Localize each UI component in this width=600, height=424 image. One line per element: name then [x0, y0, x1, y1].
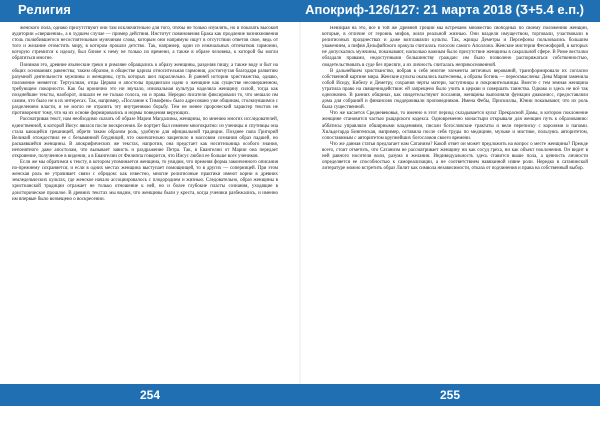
- right-page-text: [322, 26, 588, 382]
- section-title: Религия: [18, 2, 71, 17]
- paragraph: Рассматривая текст, нам необходимо сказать об образе Марии Магдалины, женщины, по мнению многих исследователей, единственной, к которой Иисус явился после воскресения. Ее портрет был изменен многократно: из ученицы и спутницы она стала кающейся грешницей, обретя таким образом роль, удобную для официальной традиции. Позднее папа Григорий Великий отождествил ее с безымянной блудницей, что окончательно закрепило в массовом сознании образ падшей, но раскаявшейся женщины. В апокрифических же текстах, напротив, она предстает как носительница особого знания, непонятного даже апостолам, что вызывает зависть и раздражение Петра. Так, в Евангелии от Марии она передает откровение, полученное в видении, а в Евангелии от Филиппа говорится, что Иисус любил ее больше всех учеников.: [12, 117, 278, 159]
- paragraph: Невзирая на это, всё в той же Древней Греции мы встречаем множество свободных по своему положению женщин, которые, в отличие от героинь мифов, жили реальной жизнью. Они владели имуществом, торговали, участвовали в религиозных празднествах и даже возглавляли культы. Так, жрицы Деметры и Персефоны пользовались большим уважением, а пифия Дельфийского оракула считалась голосом самого Аполлона. Женские мистерии Фесмофорий, в которых не допускались мужчины, показывают, насколько важным было присутствие женщины в сакральной сфере. В Риме весталки обладали правами, недоступными большинству граждан: им было позволено распоряжаться собственностью, свидетельствовать в суде без присяги, а их личность считалась неприкосновенной.: [322, 26, 588, 68]
- issue-title: Апокриф-126/127: 21 марта 2018 (Ӡ+5.4 е.п.): [305, 2, 584, 17]
- paragraph: В дальнейшем христианство, вобрав в себя многие элементы античных верований, трансформировало их согласно собственной картине мира. Женские культы оказались вытеснены, а образы богинь — переосмыслены: Дева Мария заменила собой Исиду, Кибелу и Деметру, сохранив черты матери, заступницы и покровительницы. Вместе с тем земная женщина утратила право на священнодействие: ей запрещено было учить в церкви и совершать таинства. Однако и здесь не всё так однозначно. В ранних общинах, как свидетельствуют послания, женщины выполняли функции диаконисс, предоставляли дома для собраний и финансово поддерживали проповедников. Имена Фебы, Прискиллы, Юнии показывают, что их роль была существенной.: [322, 68, 588, 111]
- left-page-number-bar: [0, 384, 300, 406]
- right-page-number: 255: [439, 388, 461, 402]
- paragraph: Понимая это, древние языческие греки и римляне обращались к образу женщины, разделяя пищу, а также воду и быт на общих основаниях равенства; таким образом, в обществе царила относительная гармония, достигнутая благодаря развитию разумной деятельности мужчины и женщины, путь которых шел параллельно. В ранней истории христианства, однако, положение меняется: Тертуллиан, отцы Церкви и апостолы продвигали идею о женщине как существе несовершенном, требующем покорности. Как бы иронично это ни звучало, изначальная культура наделяла женщину силой, тогда как позднейшие тексты, наоборот, лишали ее не только голоса, но и права. Нередко писатели фиксировали то, что мешало им самим, что было не в их интересах. Так, например, «Послание к Тимофею» было адресовано уже общинам, столкнувшимся с разделением власти, и не могло не отразить эту внутреннюю борьбу. Тем не менее пророческий характер текстов не противоречит тому, что на их основе формировались и нормы поведения верующих.: [12, 62, 278, 117]
- left-page-number: 254: [139, 388, 161, 402]
- right-page-number-bar: [300, 384, 600, 406]
- paragraph: Что же касается Средневековья, то именно в этот период складывается культ Прекрасной Дамы, в котором поклонение женщине становится частью рыцарского кодекса. Одновременно монастыри открывали для женщин путь к образованию: аббатисы управляли обширными владениями, писали богословские трактаты и вели переписку с королями и папами. Хильдегарда Бингенская, например, оставила после себя труды по медицине, музыке и мистике, пользуясь авторитетом, сопоставимым с авторитетом крупнейших богословов своего времени.: [322, 111, 588, 141]
- paragraph: Что же данная статья предлагает нам Сатанизм? Какой ответ он может предложить на вопрос о месте женщины? Прежде всего, стоит отметить, что Сатанизм не рассматривает женщину ни как сосуд греха, ни как объект поклонения. Он видит в ней равного носителя воли, разума и желания. Индивидуальность здесь ставится выше пола, а ценность личности определяется ее способностью к самореализации, а не соответствием навязанной извне роли. Нередко в сатанинской литературе можно встретить образ Лилит как символа независимости, отказа от подчинения и права на собственный выбор.: [322, 141, 588, 172]
- paragraph: Если же мы обратимся к тексту, в котором упоминается женщина, то увидим, что прежняя форма законченного описания по-прежнему сохраняется; и если в одних местах женщина выступает помощницей, то в других — соперницей. При этом женская роль не утрачивает связи с обрядом: как известно, многие религиозные практики имеют корни в древних земледельческих культах, где женское начало ассоциировалось с плодородием и жизнью. Следовательно, образ женщины в христианской традиции отражает не только отношение к ней, но и более глубокие пласты сознания, уходящие в доисторическое прошлое. В древних текстах мы видим, что женщины были у креста, когда ученики разбежались, и именно им впервые было возвещено о воскресении.: [12, 160, 278, 202]
- page-header: [0, 0, 600, 22]
- left-page-text: [12, 26, 278, 382]
- paragraph: женского пола, однако присутствуют они там исключительно для того, чтобы не только изумлять, но и показать высокой аудитории «свершения», а в худшем случае — пример действия. Институт повиновения Брака как продление возникновения столь полюбившегося несостоятельным мужчинам слова, которым они напрямую ищут в отсутствии ответов свое, ведь от того и желание отомстить миру, в котором прошли детство. Так, например, один из изначальных отпечатков гармонии, которую стремится к идеалу, был ближе к нему не только по времени, а также в образе человека, к которой бы могли обратиться многие.: [12, 26, 278, 62]
- page-gutter: [299, 22, 301, 384]
